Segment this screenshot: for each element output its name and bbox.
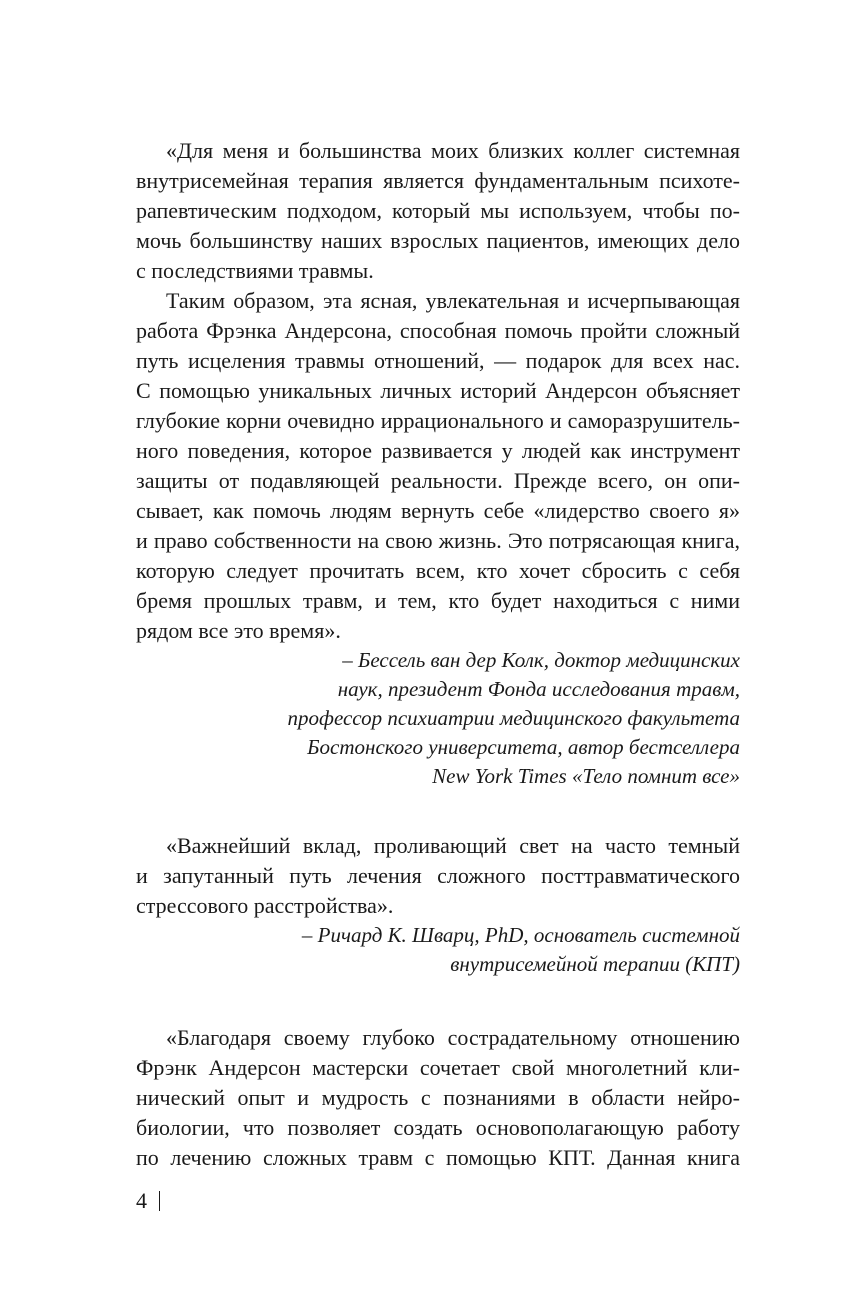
- quote-3: [136, 1023, 740, 1173]
- quote-1-line: «Для меня и большинства моих близких коллег системная: [166, 138, 740, 163]
- quote-1-line: защиты от подавляющей реальности. Прежде всего, он опи-: [136, 468, 740, 493]
- quote-1-line: внутрисемейная терапия является фундаментальным психоте-: [136, 168, 740, 193]
- quote-1-line: глубокие корни очевидно иррационального и саморазрушитель-: [136, 408, 740, 433]
- quote-2: [136, 831, 740, 921]
- attribution-line: – Бессель ван дер Колк, доктор медицинских: [342, 648, 740, 672]
- quote-1-line: путь исцеления травмы отношений, — подарок для всех нас.: [136, 348, 740, 373]
- attribution-line: профессор психиатрии медицинского факультета: [287, 706, 740, 730]
- quote-1-line: мочь большинству наших взрослых пациентов, имеющих дело: [136, 228, 740, 253]
- quote-1-line: сывает, как помочь людям вернуть себе «лидерство своего я»: [136, 498, 740, 523]
- spacer: [136, 979, 740, 1023]
- attribution-line: наук, президент Фонда исследования травм,: [337, 677, 740, 701]
- quote-3-line: по лечению сложных травм с помощью КПТ. Данная книга: [136, 1145, 740, 1170]
- quote-2-line: и запутанный путь лечения сложного посттравматического: [136, 863, 740, 888]
- attribution-line: – Ричард К. Шварц, PhD, основатель системной: [301, 923, 740, 947]
- quote-1-line: бремя прошлых травм, и тем, кто будет находиться с ними: [136, 588, 740, 613]
- quote-1: [136, 136, 740, 646]
- quote-1-line: рапевтическим подходом, который мы используем, чтобы по-: [136, 198, 740, 223]
- quote-3-line: биологии, что позволяет создать основополагающую работу: [136, 1115, 740, 1140]
- page-footer: [136, 1188, 160, 1214]
- attribution-line: New York Times «Тело помнит все»: [432, 764, 740, 788]
- quote-2-line: стрессового расстройства».: [136, 893, 394, 918]
- quote-1-line: С помощью уникальных личных историй Андерсон объясняет: [136, 378, 740, 403]
- quote-1-line: которую следует прочитать всем, кто хочет сбросить с себя: [136, 558, 740, 583]
- quote-1-line: и право собственности на свою жизнь. Это потрясающая книга,: [136, 528, 740, 553]
- quote-1-line: работа Фрэнка Андерсона, способная помочь пройти сложный: [136, 318, 740, 343]
- folio-divider: [159, 1191, 160, 1211]
- quote-3-line: «Благодаря своему глубоко сострадательному отношению: [166, 1025, 740, 1050]
- page-number: 4: [136, 1188, 147, 1213]
- quote-1-line: Таким образом, эта ясная, увлекательная и исчерпывающая: [166, 288, 740, 313]
- quote-2-attribution: [136, 921, 740, 979]
- attribution-line: Бостонского университета, автор бестселлера: [307, 735, 740, 759]
- quote-1-line: с последствиями травмы.: [136, 258, 374, 283]
- quote-1-line: ного поведения, которое развивается у людей как инструмент: [136, 438, 740, 463]
- page-body: [136, 136, 740, 1173]
- attribution-line: внутрисемейной терапии (КПТ): [450, 952, 740, 976]
- quote-1-line: рядом все это время».: [136, 618, 341, 643]
- quote-1-attribution: [136, 646, 740, 791]
- quote-2-line: «Важнейший вклад, проливающий свет на часто темный: [166, 833, 740, 858]
- quote-3-line: нический опыт и мудрость с познаниями в области нейро-: [136, 1085, 740, 1110]
- spacer: [136, 791, 740, 831]
- quote-3-line: Фрэнк Андерсон мастерски сочетает свой многолетний кли-: [136, 1055, 740, 1080]
